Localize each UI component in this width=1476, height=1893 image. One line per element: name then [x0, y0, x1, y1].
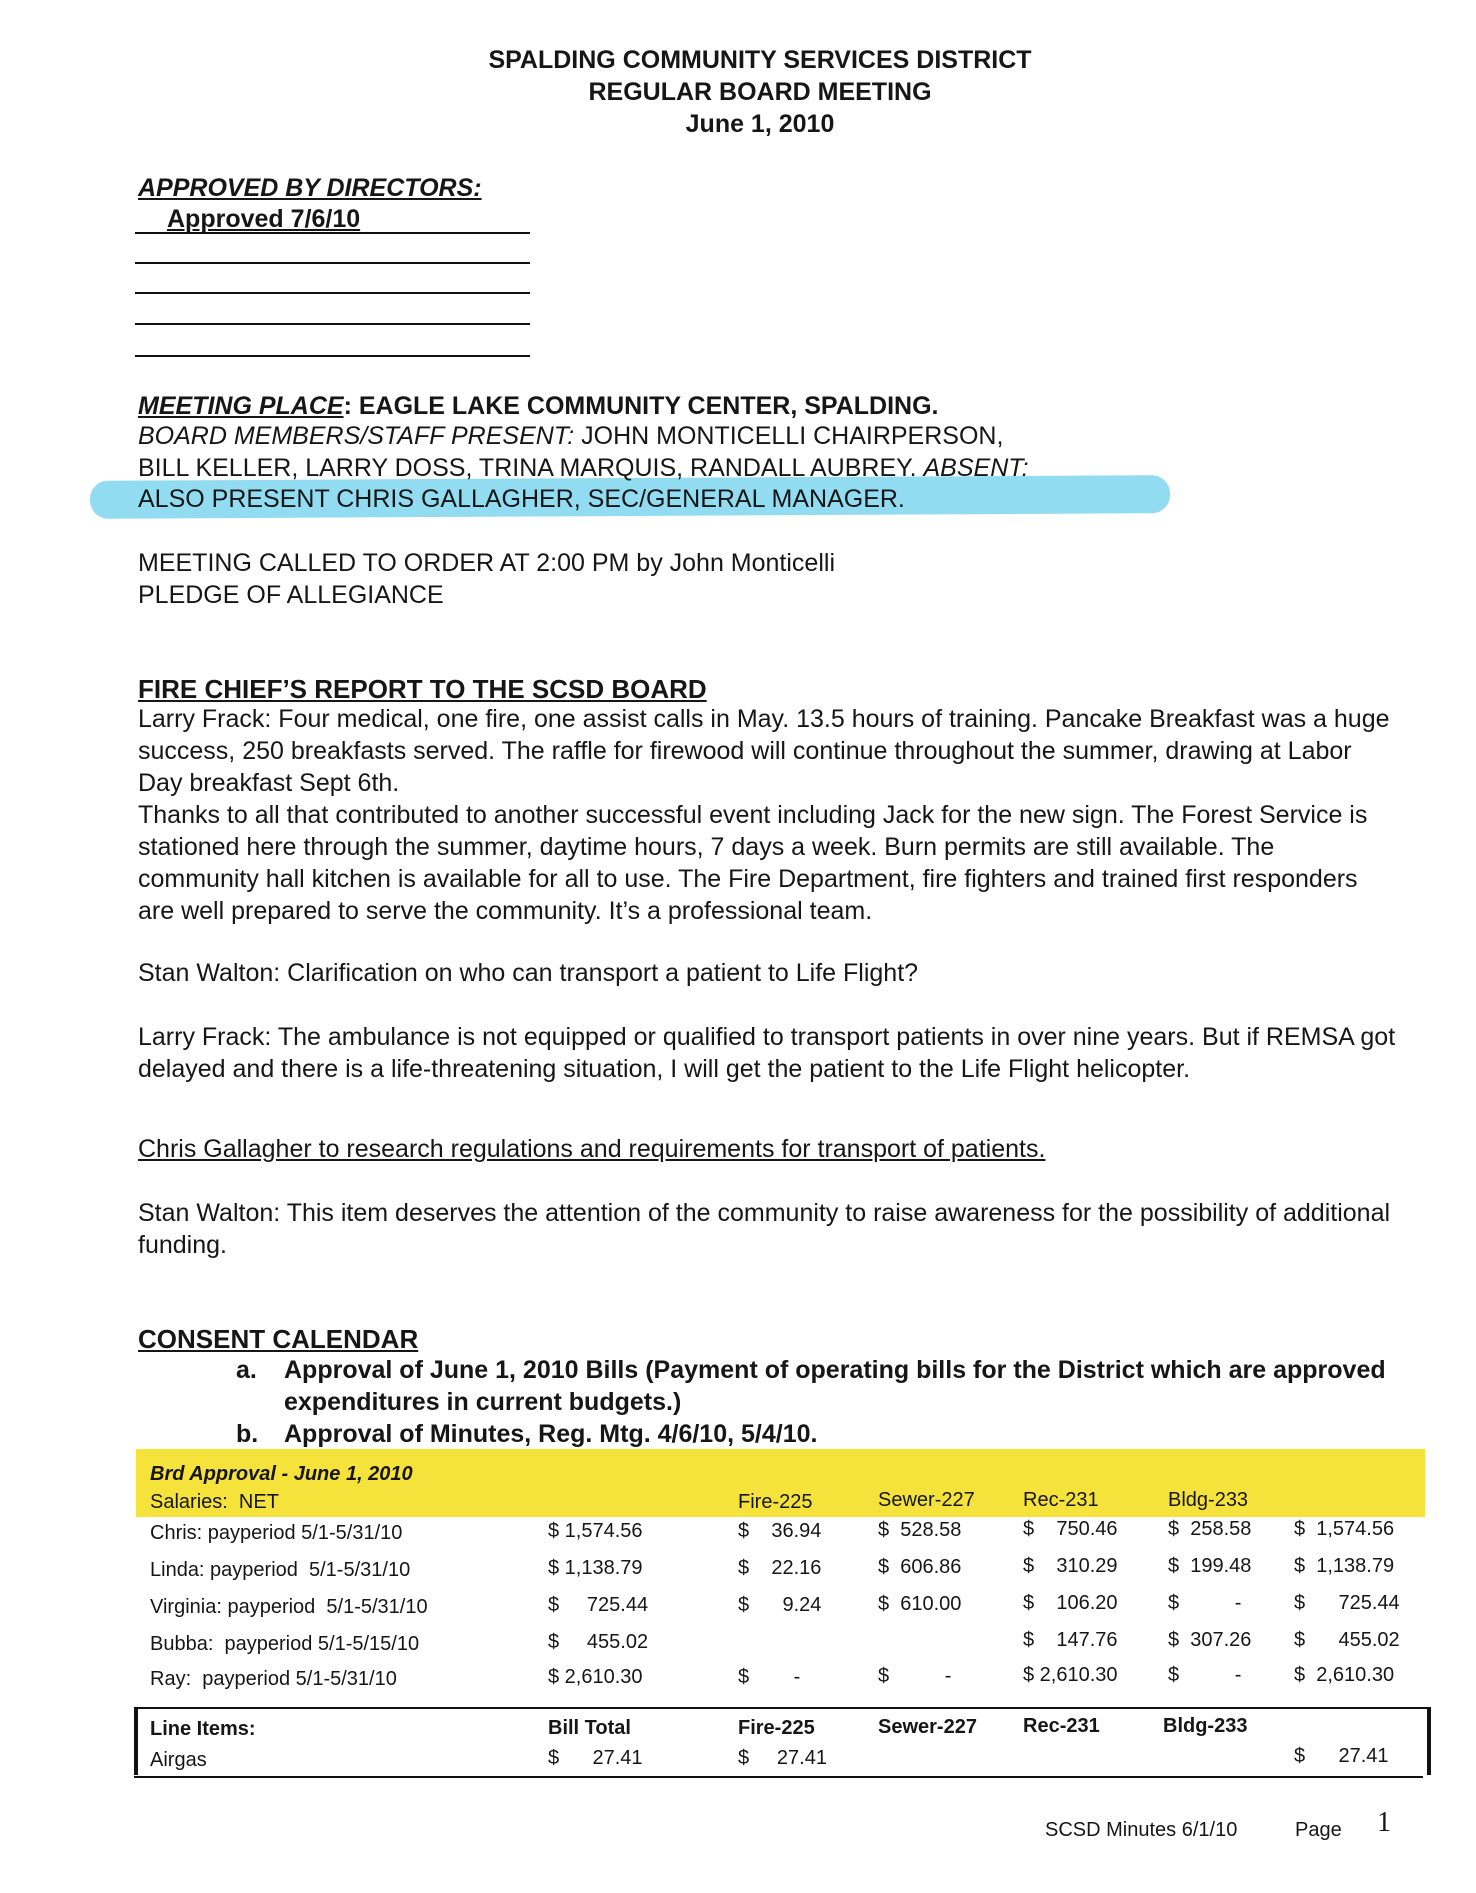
consent-item-letter: b.: [236, 1420, 259, 1448]
members-line: [138, 452, 1029, 484]
cell-net: $ 1,574.56: [548, 1520, 643, 1542]
cell-net: $ 2,610.30: [548, 1666, 643, 1688]
signature-line: [135, 323, 530, 325]
fire-report-paragraph: Larry Frack: Four medical, one fire, one assist calls in May. 13.5 hours of training. Pancake Breakfast was a huge success, 250 breakfasts served. The raffle for firewood will continue throughout the summer, drawing at Labor Day breakfast Sept 6th.: [138, 705, 1390, 797]
meeting-place-label: MEETING PLACE: [138, 392, 344, 420]
cell-rec: $ 750.46: [1023, 1518, 1118, 1540]
also-present: ALSO PRESENT CHRIS GALLAGHER, SEC/GENERAL MANAGER.: [138, 485, 905, 513]
row-label: Bubba: payperiod 5/1-5/15/10: [150, 1633, 420, 1655]
line-items-label: Line Items:: [150, 1718, 256, 1740]
cell-total: $ 1,574.56: [1294, 1518, 1395, 1540]
meeting-place: [138, 390, 939, 422]
cell-rec: $ 2,610.30: [1023, 1664, 1118, 1686]
cell-total: $ 27.41: [1294, 1745, 1389, 1767]
consent-item-a: Approval of June 1, 2010 Bills (Payment of operating bills for the District which are approved expenditures in current budgets.): [284, 1356, 1386, 1416]
consent-item-b: Approval of Minutes, Reg. Mtg. 4/6/10, 5/4/10.: [284, 1420, 818, 1448]
cell-fire: $ 9.24: [738, 1594, 822, 1616]
cell-bldg: $ 307.26: [1168, 1629, 1252, 1651]
col-header: Fire-225: [738, 1717, 815, 1739]
row-label: Airgas: [150, 1749, 207, 1771]
cell-bldg: $ 199.48: [1168, 1555, 1252, 1577]
cell-rec: $ 147.76: [1023, 1629, 1118, 1651]
approval-heading: APPROVED BY DIRECTORS:: [138, 174, 482, 202]
members-names: BILL KELLER, LARRY DOSS, TRINA MARQUIS, RANDALL AUBREY.: [138, 454, 924, 482]
col-header: Sewer-227: [878, 1716, 977, 1738]
meeting-place-value: : EAGLE LAKE COMMUNITY CENTER, SPALDING.: [343, 392, 939, 420]
cell-total: $ 725.44: [1294, 1592, 1400, 1614]
fire-report-paragraph: Larry Frack: The ambulance is not equipped or qualified to transport patients in over nine years. But if REMSA got delayed and there is a life-threatening situation, I will get the patient to the Life Flight helicopter.: [138, 1023, 1396, 1083]
cell-total: $ 1,138.79: [1294, 1555, 1395, 1577]
cell-rec: $ 106.20: [1023, 1592, 1118, 1614]
signature-line: [135, 262, 530, 264]
cell-fire: $ -: [738, 1666, 801, 1688]
col-header: Bldg-233: [1163, 1715, 1248, 1737]
cell-bill-total: $ 27.41: [548, 1747, 643, 1769]
present-value: JOHN MONTICELLI CHAIRPERSON,: [574, 422, 1004, 450]
col-header: Bill Total: [548, 1717, 631, 1739]
cell-bldg: $ 258.58: [1168, 1518, 1252, 1540]
header-meeting: REGULAR BOARD MEETING: [588, 78, 932, 106]
approval-status: Approved 7/6/10: [167, 205, 361, 233]
fire-report-paragraph: Stan Walton: Clarification on who can transport a patient to Life Flight?: [138, 959, 919, 987]
footer-page-number: 1: [1377, 1807, 1391, 1838]
table-title: Brd Approval - June 1, 2010: [150, 1463, 413, 1485]
cell-bldg: $ -: [1168, 1592, 1242, 1614]
cell-rec: $ 310.29: [1023, 1555, 1118, 1577]
pledge: PLEDGE OF ALLEGIANCE: [138, 581, 444, 609]
col-header: Rec-231: [1023, 1715, 1100, 1737]
row-label: Chris: payperiod 5/1-5/31/10: [150, 1522, 403, 1544]
table-bottom-rule: [134, 1776, 1423, 1778]
fire-report-paragraph: Thanks to all that contributed to another successful event including Jack for the new sign. The Forest Service is stationed here through the summer, daytime hours, 7 days a week. Burn permits are still available. The community hall kitchen is available for all to use. The Fire Department, fire fighters and trained first responders are well prepared to serve the community. It’s a professional team.: [138, 801, 1368, 925]
consent-item-letter: a.: [236, 1356, 257, 1384]
fire-report-paragraph: Stan Walton: This item deserves the attention of the community to raise awareness for the possibility of additional funding.: [138, 1199, 1391, 1259]
present-label: BOARD MEMBERS/STAFF PRESENT:: [138, 422, 575, 450]
signature-line: [135, 292, 530, 294]
board-present: [138, 420, 1003, 452]
cell-net: $ 725.44: [548, 1594, 649, 1616]
cell-sewer: $ 610.00: [878, 1593, 962, 1615]
cell-total: $ 2,610.30: [1294, 1664, 1395, 1686]
signature-line: [135, 232, 530, 234]
footer-doc: SCSD Minutes 6/1/10: [1045, 1819, 1238, 1841]
cell-fire: $ 27.41: [738, 1747, 827, 1769]
fire-report-heading: FIRE CHIEF’S REPORT TO THE SCSD BOARD: [138, 674, 707, 704]
absent-label: ABSENT:: [923, 454, 1029, 482]
cell-bldg: $ -: [1168, 1664, 1242, 1686]
col-header: Sewer-227: [878, 1489, 975, 1511]
signature-line: [135, 355, 530, 357]
cell-net: $ 455.02: [548, 1631, 649, 1653]
col-header: Rec-231: [1023, 1489, 1099, 1511]
row-label: Linda: payperiod 5/1-5/31/10: [150, 1559, 411, 1581]
col-header: Bldg-233: [1168, 1489, 1249, 1511]
cell-fire: $ 36.94: [738, 1520, 822, 1542]
cell-sewer: $ 606.86: [878, 1556, 962, 1578]
col-header: Fire-225: [738, 1491, 813, 1513]
cell-total: $ 455.02: [1294, 1629, 1400, 1651]
cell-sewer: $ 528.58: [878, 1519, 962, 1541]
header-org: SPALDING COMMUNITY SERVICES DISTRICT: [488, 46, 1032, 74]
cell-net: $ 1,138.79: [548, 1557, 643, 1579]
cell-sewer: $ -: [878, 1665, 952, 1687]
footer-page-label: Page: [1295, 1819, 1342, 1841]
cell-fire: $ 22.16: [738, 1557, 822, 1579]
consent-heading: CONSENT CALENDAR: [138, 1324, 419, 1354]
header-date: June 1, 2010: [685, 110, 835, 138]
called-to-order: MEETING CALLED TO ORDER AT 2:00 PM by John Monticelli: [138, 549, 835, 577]
salaries-label: Salaries: NET: [150, 1491, 279, 1513]
action-item: Chris Gallagher to research regulations and requirements for transport of patients.: [138, 1135, 1046, 1163]
row-label: Virginia: payperiod 5/1-5/31/10: [150, 1596, 428, 1618]
row-label: Ray: payperiod 5/1-5/31/10: [150, 1668, 397, 1690]
